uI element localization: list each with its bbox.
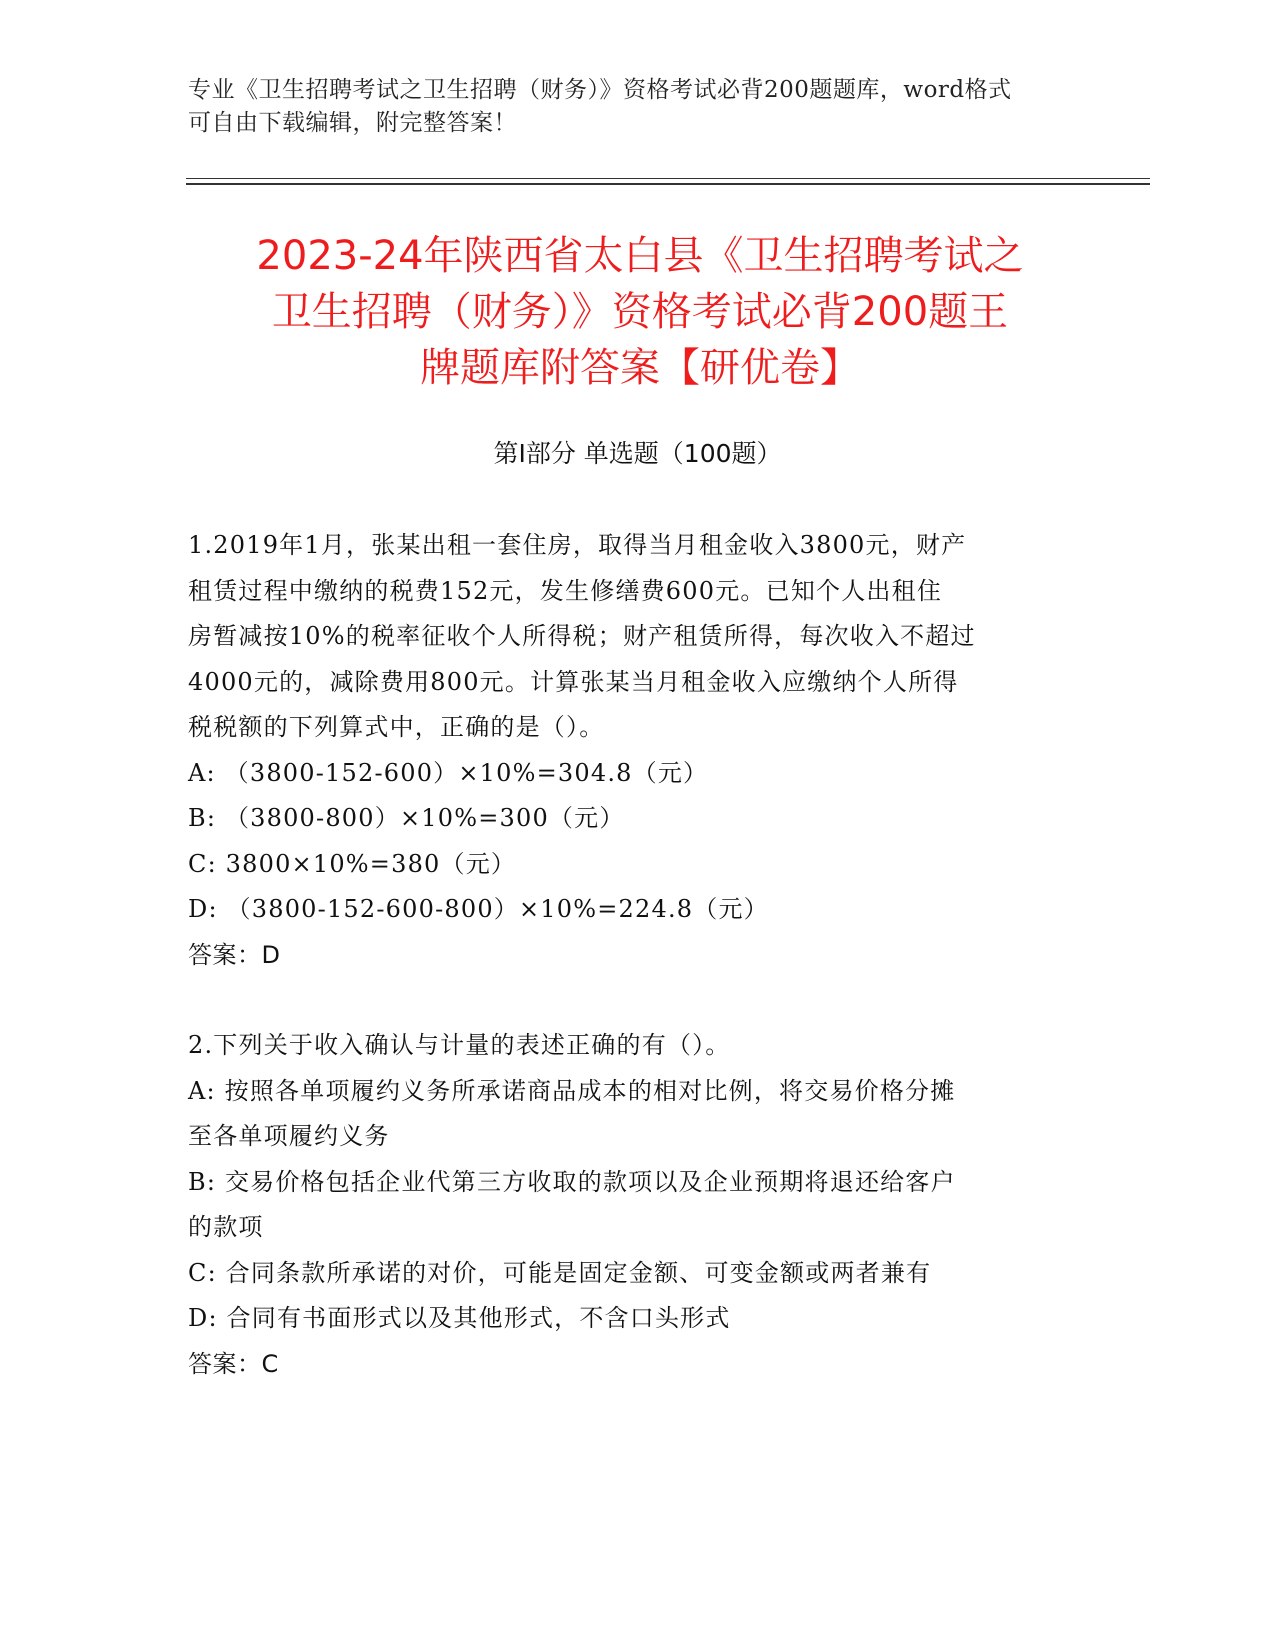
header-note [188,74,1088,140]
option-a: A: 按照各单项履约义务所承诺商品成本的相对比例，将交易价格分摊 [188,1076,956,1105]
title-line: 牌题库附答案【研优卷】 [420,345,860,391]
header-divider [186,178,1150,179]
option-a: A: （3800-152-600）×10%=304.8（元） [188,758,709,787]
option-c: C: 合同条款所承诺的对价，可能是固定金额、可变金额或两者兼有 [188,1258,932,1287]
question-stem-line: 4000元的，减除费用800元。计算张某当月租金收入应缴纳个人所得 [188,667,959,696]
header-divider [186,183,1150,185]
title-line: 卫生招聘（财务）》资格考试必背200题王 [271,289,1009,335]
question-stem-line: 租赁过程中缴纳的税费152元，发生修缮费600元。已知个人出租住 [188,576,943,605]
document-title [160,228,1120,396]
question-stem-line: 1.2019年1月，张某出租一套住房，取得当月租金收入3800元，财产 [188,531,967,559]
option-a-continued: 至各单项履约义务 [188,1122,390,1150]
question-item [188,1023,1088,1387]
option-b-continued: 的款项 [188,1213,264,1241]
answer-label: 答案：D [188,940,281,969]
option-d: D: 合同有书面形式以及其他形式，不含口头形式 [188,1304,731,1332]
answer-label: 答案：C [188,1349,279,1378]
section-heading: 第Ⅰ部分 单选题（100题） [493,439,782,468]
option-b: B: 交易价格包括企业代第三方收取的款项以及企业预期将退还给客户 [188,1167,956,1196]
option-c: C: 3800×10%=380（元） [188,849,517,878]
question-stem-line: 2.下列关于收入确认与计量的表述正确的有（）。 [188,1031,731,1059]
question-stem-line: 房暂减按10%的税率征收个人所得税；财产租赁所得，每次收入不超过 [188,622,976,650]
option-b: B: （3800-800）×10%=300（元） [188,804,625,832]
header-note-line: 可自由下载编辑，附完整答案！ [188,110,517,136]
question-item [188,523,1088,978]
title-line: 2023-24年陕西省太白县《卫生招聘考试之 [256,233,1024,279]
header-note-line: 专业《卫生招聘考试之卫生招聘（财务）》资格考试必背200题题库，word格式 [188,77,1012,103]
question-stem-line: 税税额的下列算式中，正确的是（）。 [188,713,605,741]
option-d: D: （3800-152-600-800）×10%=224.8（元） [188,895,769,923]
